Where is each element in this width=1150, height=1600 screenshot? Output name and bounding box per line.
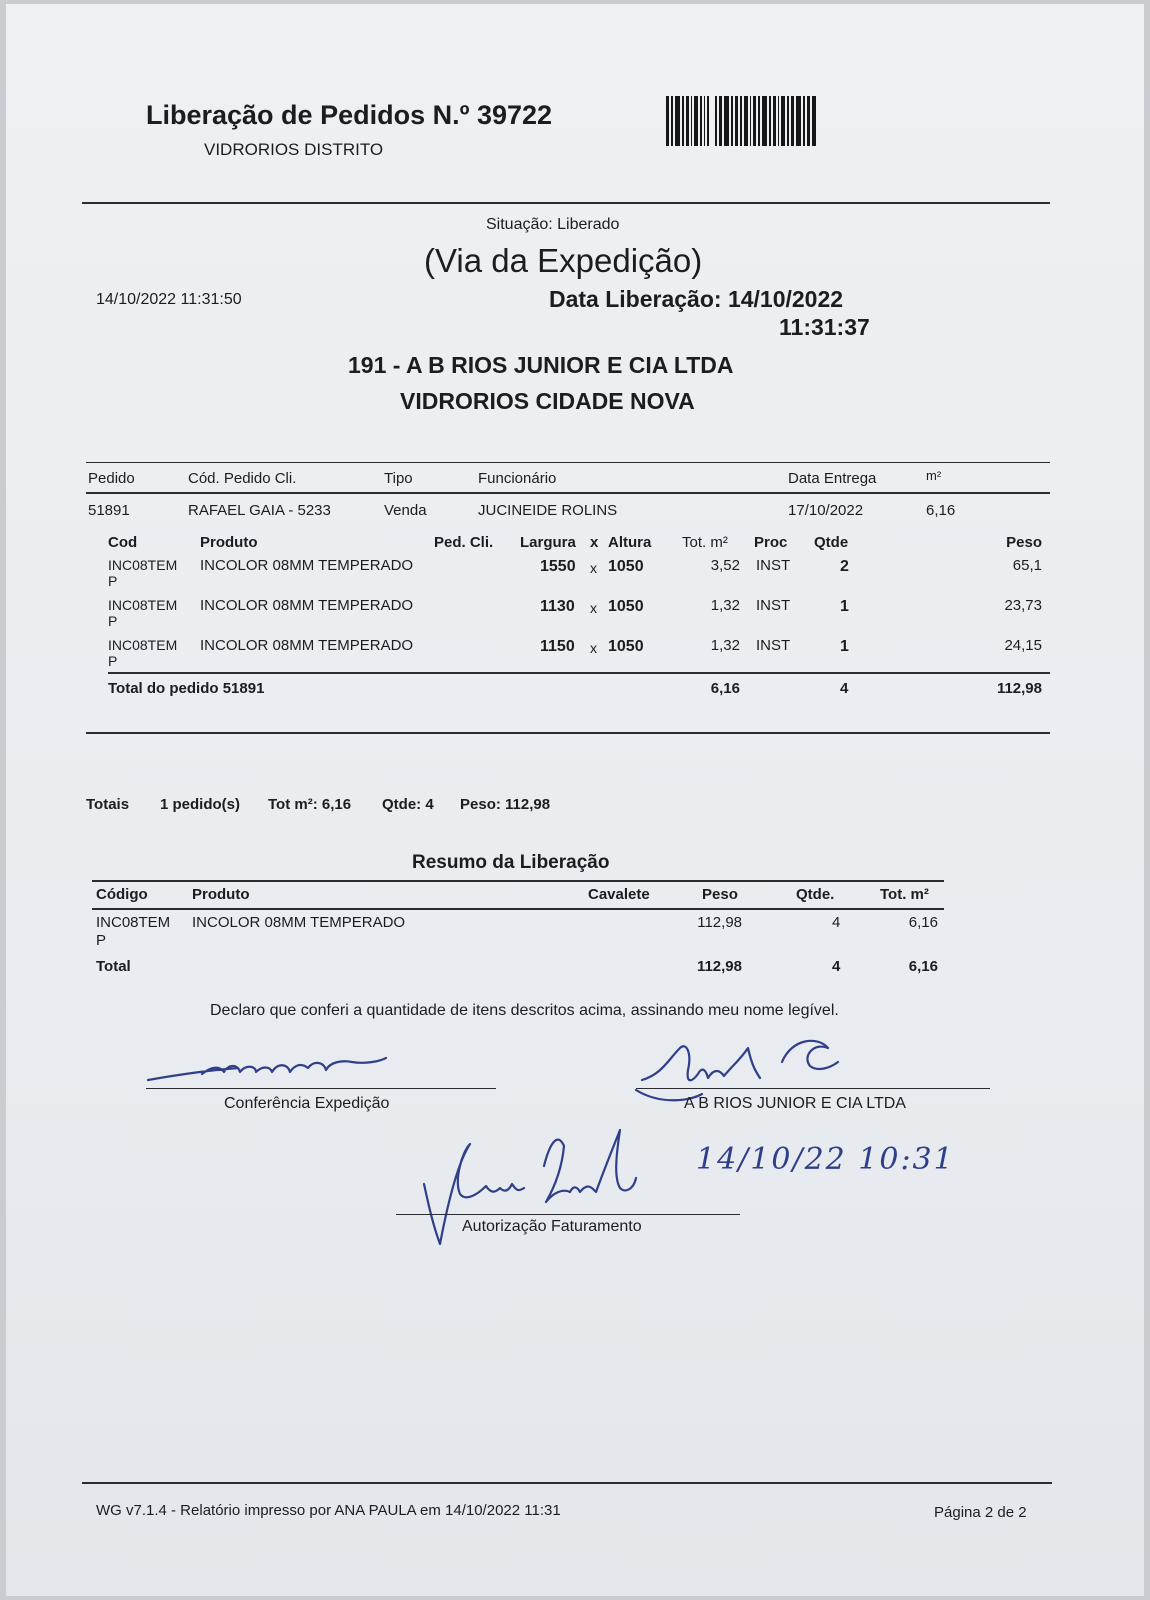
order-tipo: Venda: [384, 502, 427, 519]
report-title: Liberação de Pedidos N.º 39722: [146, 100, 553, 130]
item-tot-m2: 1,32: [710, 597, 740, 614]
resumo-codigo: INC08TEM: [96, 914, 171, 931]
resumo-col-cavalete: Cavalete: [588, 886, 650, 903]
client-name: 191 - A B RIOS JUNIOR E CIA LTDA: [348, 352, 734, 378]
item-altura: 1050: [608, 598, 644, 615]
items-col-tot-m2: Tot. m²: [682, 534, 728, 551]
item-peso: 65,1: [1012, 557, 1042, 574]
order-total-label: Total do pedido 51891: [108, 680, 265, 697]
resumo-peso: 112,98: [697, 914, 742, 931]
item-cod-wrap: P: [108, 653, 118, 669]
item-cod: INC08TEM: [108, 557, 178, 573]
item-altura: 1050: [608, 558, 644, 575]
order-total-peso: 112,98: [996, 680, 1042, 697]
autorizacao-label: Autorização Faturamento: [462, 1218, 642, 1235]
item-produto: INCOLOR 08MM TEMPERADO: [200, 637, 414, 654]
situacao-text: Situação: Liberado: [486, 216, 620, 233]
col-data-entrega: Data Entrega: [788, 470, 877, 487]
item-peso: 23,73: [1004, 597, 1042, 614]
order-total-qtde: 4: [840, 680, 849, 697]
footer-print-info: WG v7.1.4 - Relatório impresso por ANA PAULA em 14/10/2022 11:31: [96, 1502, 561, 1519]
item-produto: INCOLOR 08MM TEMPERADO: [200, 557, 414, 574]
items-total-rule: [108, 672, 1050, 674]
items-col-cod: Cod: [108, 534, 138, 551]
resumo-produto: INCOLOR 08MM TEMPERADO: [192, 914, 406, 931]
col-tipo: Tipo: [384, 470, 413, 487]
sig-line-cliente: [636, 1088, 990, 1089]
via-label: (Via da Expedição): [424, 242, 703, 279]
item-proc: INST: [756, 637, 791, 654]
resumo-codigo-wrap: P: [96, 932, 107, 949]
totais-label: Totais: [86, 796, 130, 813]
item-proc: INST: [756, 557, 791, 574]
item-qtde: 1: [840, 598, 849, 615]
col-pedido: Pedido: [88, 470, 135, 487]
resumo-col-tot-m2: Tot. m²: [880, 886, 929, 903]
item-cod: INC08TEM: [108, 637, 178, 653]
item-produto: INCOLOR 08MM TEMPERADO: [200, 597, 414, 614]
declaration-text: Declaro que conferi a quantidade de itens descritos acima, assinando meu nome legível.: [210, 1002, 839, 1019]
totais-tot-m2: Tot m²: 6,16: [268, 796, 352, 813]
item-tot-m2: 3,52: [710, 557, 740, 574]
handwritten-date: 14/10/22 10:31: [696, 1142, 955, 1177]
order-top-rule: [86, 462, 1050, 463]
totais-peso: Peso: 112,98: [460, 796, 551, 813]
order-funcionario: JUCINEIDE ROLINS: [478, 502, 618, 519]
footer-rule: [82, 1482, 1052, 1484]
resumo-col-produto: Produto: [192, 886, 250, 903]
report-page: [6, 4, 1144, 1596]
resumo-header-rule: [92, 908, 944, 910]
col-funcionario: Funcionário: [478, 470, 557, 487]
resumo-total-label: Total: [96, 958, 131, 975]
items-col-proc: Proc: [754, 534, 788, 551]
items-col-ped-cli: Ped. Cli.: [434, 534, 494, 551]
resumo-col-peso: Peso: [702, 886, 738, 903]
items-col-largura: Largura: [520, 534, 576, 551]
item-cod-wrap: P: [108, 573, 118, 589]
item-largura: 1150: [540, 638, 575, 655]
resumo-col-qtde: Qtde.: [796, 886, 835, 903]
resumo-tot-m2: 6,16: [908, 914, 938, 931]
sig-line-autorizacao: [396, 1214, 740, 1215]
resumo-total-qtde: 4: [832, 958, 841, 975]
item-qtde: 2: [840, 558, 849, 575]
order-total-m2: 6,16: [710, 680, 740, 697]
conferencia-label: Conferência Expedição: [224, 1095, 390, 1112]
item-cod: INC08TEM: [108, 597, 178, 613]
item-altura: 1050: [608, 638, 644, 655]
item-tot-m2: 1,32: [710, 637, 740, 654]
resumo-total-m2: 6,16: [908, 958, 938, 975]
resumo-col-codigo: Código: [96, 886, 148, 903]
item-cod-wrap: P: [108, 613, 118, 629]
cliente-label: A B RIOS JUNIOR E CIA LTDA: [684, 1095, 906, 1112]
order-data-entrega: 17/10/2022: [788, 502, 864, 519]
item-x: x: [590, 600, 597, 616]
item-qtde: 1: [840, 638, 849, 655]
items-col-altura: Altura: [608, 534, 652, 551]
order-cod-pedido-cli: RAFAEL GAIA - 5233: [188, 502, 331, 519]
items-col-produto: Produto: [200, 534, 258, 551]
data-liberacao: Data Liberação: 14/10/2022: [549, 286, 844, 312]
items-col-peso: Peso: [1006, 534, 1042, 551]
resumo-total-peso: 112,98: [696, 958, 742, 975]
barcode: [666, 96, 846, 146]
item-peso: 24,15: [1004, 637, 1042, 654]
printed-datetime: 14/10/2022 11:31:50: [96, 291, 242, 308]
col-cod-pedido-cli: Cód. Pedido Cli.: [188, 470, 297, 487]
item-x: x: [590, 560, 597, 576]
data-liberacao-time: 11:31:37: [779, 314, 870, 340]
totais-pedidos: 1 pedido(s): [160, 796, 241, 813]
col-m2: m²: [926, 468, 942, 483]
items-col-x: x: [590, 534, 599, 551]
resumo-qtde: 4: [832, 914, 841, 931]
resumo-title: Resumo da Liberação: [412, 852, 610, 873]
sig-line-conferencia: [146, 1088, 496, 1089]
items-col-qtde: Qtde: [814, 534, 849, 551]
order-bottom-rule: [86, 732, 1050, 734]
client-branch: VIDRORIOS CIDADE NOVA: [400, 388, 695, 414]
item-largura: 1130: [540, 598, 575, 615]
item-largura: 1550: [540, 558, 576, 575]
totais-qtde: Qtde: 4: [382, 796, 434, 813]
order-header-rule: [86, 492, 1050, 494]
order-pedido: 51891: [88, 502, 130, 519]
header-divider: [82, 202, 1050, 204]
signature-conferencia: [142, 1044, 402, 1086]
resumo-top-rule: [92, 880, 944, 882]
company-name: VIDRORIOS DISTRITO: [204, 140, 384, 159]
item-proc: INST: [756, 597, 791, 614]
order-m2: 6,16: [926, 502, 956, 519]
item-x: x: [590, 640, 597, 656]
footer-page-number: Página 2 de 2: [934, 1504, 1027, 1521]
